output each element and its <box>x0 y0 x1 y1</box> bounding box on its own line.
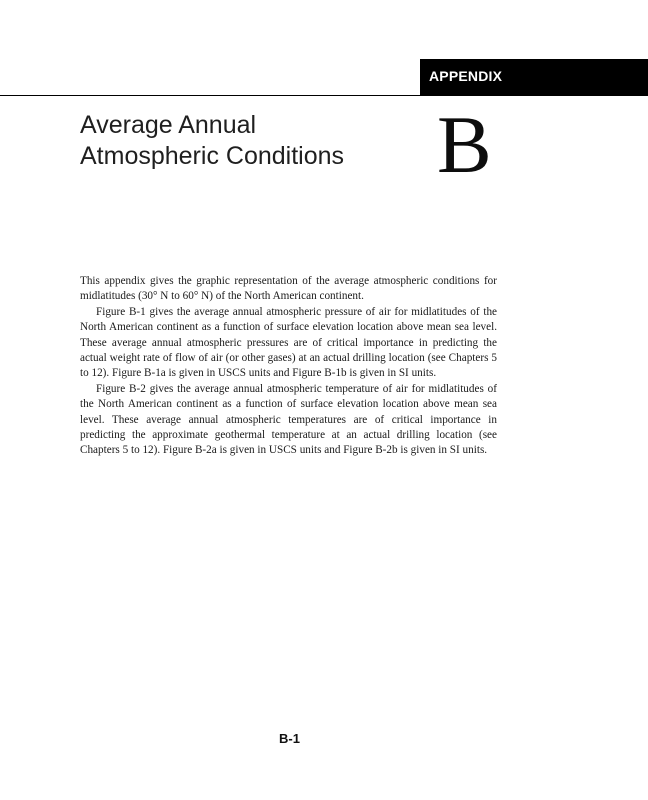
paragraph-figure-b2: Figure B-2 gives the average annual atmospheric temperature of air for midlatitudes of the North American continent as a function of surface elevation location above mean sea level. These average annual atmospheric temperatures are of critical importance in predicting the approximate geothermal temperature at an actual drilling location (see Chapters 5 to 12). Figure B-2a is given in USCS units and Figure B-2b is given in SI units. <box>80 382 497 457</box>
page-number: B-1 <box>279 731 300 746</box>
title-line-1: Average Annual <box>80 111 257 139</box>
title-line-2: Atmospheric Conditions <box>80 142 345 170</box>
paragraph-intro: This appendix gives the graphic representation of the average atmospheric conditions for midlatitudes (30° N to 60° N) of the North American continent. <box>80 275 497 303</box>
body-text <box>80 274 497 459</box>
appendix-label: APPENDIX <box>429 68 503 84</box>
appendix-letter: B <box>437 99 492 190</box>
appendix-tab <box>420 59 648 96</box>
paragraph-figure-b1: Figure B-1 gives the average annual atmospheric pressure of air for midlatitudes of the North American continent as a function of surface elevation location above mean sea level. These average annual atmospheric pressures are of critical importance in predicting the actual weight rate of flow of air (or other gases) at an actual drilling location (see Chapters 5 to 12). Figure B-1a is given in USCS units and Figure B-1b is given in SI units. <box>80 305 497 380</box>
page-title <box>80 110 344 172</box>
header-rule <box>0 95 420 96</box>
